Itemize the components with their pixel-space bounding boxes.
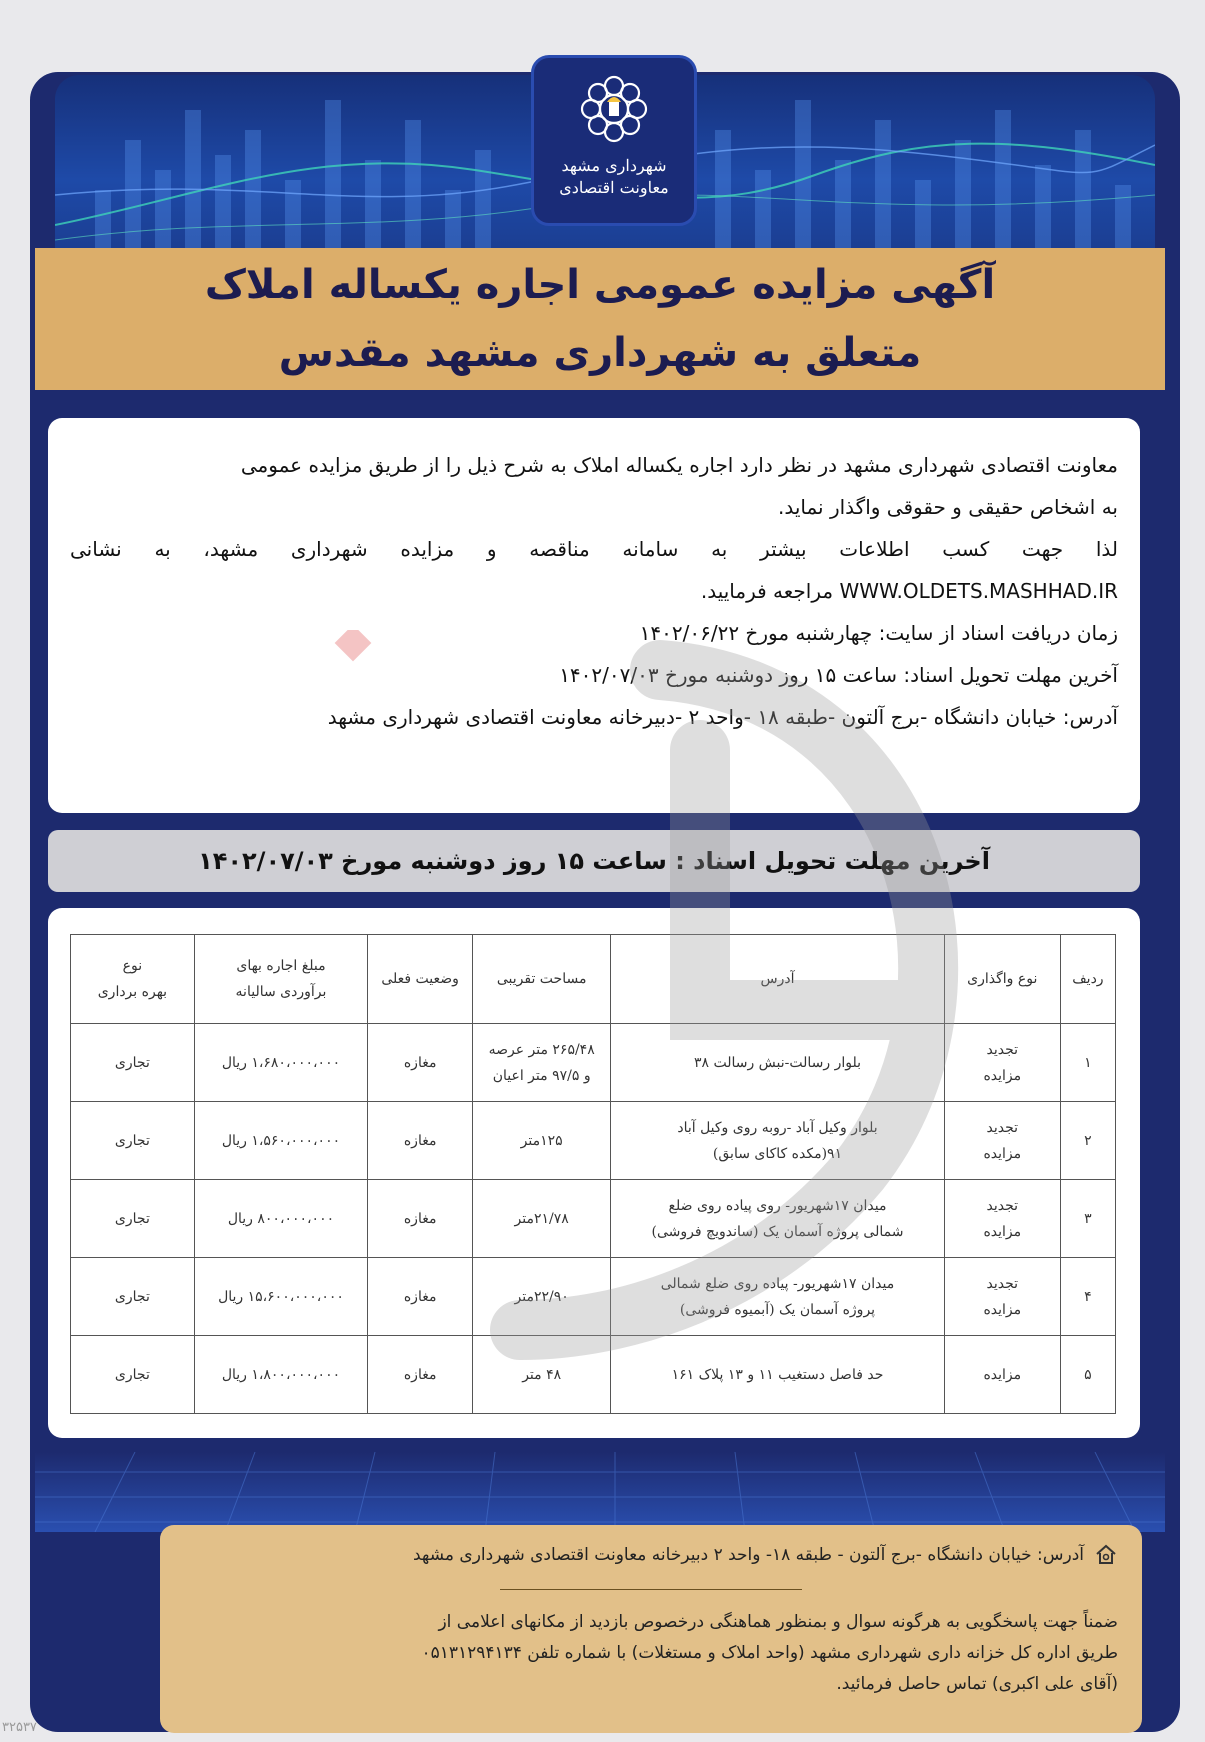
cell-area — [473, 1024, 611, 1102]
intro-deadline: آخرین مهلت تحویل اسناد: ساعت ۱۵ روز دوشنبه مورخ ۱۴۰۲/۰۷/۰۳ — [559, 663, 1118, 687]
cell-status: مغازه — [368, 1258, 473, 1336]
footer-address — [184, 1543, 1118, 1567]
cell-line: بلوار وکیل آباد -روبه روی وکیل آباد — [677, 1119, 878, 1136]
cell-line: پروژه آسمان یک (آبمیوه فروشی) — [679, 1301, 876, 1318]
cell-line: تجدید — [986, 1275, 1019, 1292]
title-line-1: آگهی مزایده عمومی اجاره یکساله املاک — [204, 262, 996, 308]
table-row — [71, 1102, 1116, 1180]
cell-line: مزایده — [983, 1067, 1022, 1084]
logo-caption-dept: معاونت اقتصادی — [559, 178, 669, 197]
header-row-number: ردیف — [1060, 935, 1115, 1024]
cell-area — [473, 1180, 611, 1258]
table-row — [71, 1180, 1116, 1258]
table-row — [71, 1258, 1116, 1336]
logo-caption-city: شهرداری مشهد — [561, 156, 667, 175]
header-transfer-type: نوع واگذاری — [944, 935, 1060, 1024]
header-price-line-2: برآوردی سالیانه — [235, 984, 327, 1000]
deadline-bar — [48, 830, 1140, 892]
table-row — [71, 1336, 1116, 1414]
cell-usage: تجاری — [71, 1024, 195, 1102]
footer-note-line-1: ضمناً جهت پاسخگویی به هرگونه سوال و بمنظور هماهنگی درخصوص بازدید از مکانهای اعلامی از — [438, 1612, 1118, 1632]
header-status: وضعیت فعلی — [368, 935, 473, 1024]
cell-line: ۲۱/۷۸متر — [514, 1210, 569, 1227]
title-line-2: متعلق به شهرداری مشهد مقدس — [278, 330, 922, 376]
intro-card — [48, 418, 1140, 813]
footer-card — [160, 1525, 1142, 1733]
header-price-line-1: مبلغ اجاره بهای — [236, 958, 326, 974]
cell-row-number: ۱ — [1060, 1024, 1115, 1102]
cell-line: ۹۱(مکده کاکای سابق) — [712, 1145, 843, 1162]
cell-address — [611, 1180, 945, 1258]
cell-line: ۲۶۵/۴۸ متر عرصه — [488, 1041, 595, 1058]
cell-address — [611, 1258, 945, 1336]
cell-line: ۲۲/۹۰متر — [514, 1288, 569, 1305]
header-area: مساحت تقریبی — [473, 935, 611, 1024]
footer-address-text: آدرس: خیابان دانشگاه -برج آلتون - طبقه ۱۸- واحد ۲ دبیرخانه معاونت اقتصادی شهرداری مشهد — [412, 1545, 1084, 1565]
cell-status: مغازه — [368, 1024, 473, 1102]
cell-price: ۱،۶۸۰،۰۰۰،۰۰۰ ریال — [194, 1024, 367, 1102]
cell-line: ۴۸ متر — [522, 1366, 562, 1383]
bottom-grid-pattern — [35, 1452, 1165, 1532]
home-icon — [1094, 1543, 1118, 1567]
table-row — [71, 1024, 1116, 1102]
cell-status: مغازه — [368, 1102, 473, 1180]
cell-address — [611, 1102, 945, 1180]
table-header-row — [71, 935, 1116, 1024]
intro-line-3: لذا جهت کسب اطلاعات بیشتر به سامانه مناقصه و مزایده شهرداری مشهد، به نشانی — [70, 537, 1118, 561]
cell-status: مغازه — [368, 1336, 473, 1414]
cell-row-number: ۲ — [1060, 1102, 1115, 1180]
footer-note — [184, 1607, 1118, 1700]
cell-address — [611, 1024, 945, 1102]
cell-line: تجدید — [986, 1119, 1019, 1136]
cell-status: مغازه — [368, 1180, 473, 1258]
cell-price: ۱۵،۶۰۰،۰۰۰،۰۰۰ ریال — [194, 1258, 367, 1336]
cell-line: مزایده — [983, 1145, 1022, 1162]
bottom-pattern — [35, 1452, 1165, 1532]
table-card — [48, 908, 1140, 1438]
cell-transfer-type — [944, 1180, 1060, 1258]
cell-line: میدان ۱۷شهریور- روی پیاده روی ضلع — [668, 1197, 887, 1214]
cell-row-number: ۴ — [1060, 1258, 1115, 1336]
cell-usage: تجاری — [71, 1336, 195, 1414]
deadline-text: آخرین مهلت تحویل اسناد : ساعت ۱۵ روز دوشنبه مورخ ۱۴۰۲/۰۷/۰۳ — [198, 847, 990, 875]
cell-transfer-type — [944, 1024, 1060, 1102]
footer-divider — [500, 1589, 802, 1590]
cell-line: بلوار رسالت-نبش رسالت ۳۸ — [693, 1054, 862, 1071]
logo-emblem-icon — [569, 64, 659, 154]
cell-row-number: ۳ — [1060, 1180, 1115, 1258]
cell-line: مزایده — [983, 1301, 1022, 1318]
title-band — [35, 248, 1165, 390]
cell-transfer-type — [944, 1258, 1060, 1336]
intro-text — [70, 446, 1118, 740]
cell-price: ۱،۵۶۰،۰۰۰،۰۰۰ ریال — [194, 1102, 367, 1180]
intro-website: WWW.OLDETS.MASHHAD.IR مراجعه فرمایید. — [700, 579, 1118, 603]
header-address: آدرس — [611, 935, 945, 1024]
header-usage — [71, 935, 195, 1024]
cell-line: تجدید — [986, 1197, 1019, 1214]
footer-note-line-3: (آقای علی اکبری) تماس حاصل فرمائید. — [836, 1674, 1118, 1694]
cell-transfer-type — [944, 1102, 1060, 1180]
cell-usage: تجاری — [71, 1102, 195, 1180]
header-usage-line-1: نوع — [122, 958, 143, 974]
cell-usage: تجاری — [71, 1180, 195, 1258]
footer-note-line-2: طریق اداره کل خزانه داری شهرداری مشهد (واحد املاک و مستغلات) با شماره تلفن ۰۵۱۳۱۲۹۴۱۳۴ — [421, 1643, 1118, 1663]
intro-doc-receipt-date: زمان دریافت اسناد از سایت: چهارشنبه مورخ ۱۴۰۲/۰۶/۲۲ — [639, 621, 1118, 645]
cell-line: شمالی پروژه آسمان یک (ساندویچ فروشی) — [651, 1223, 904, 1240]
intro-line-1: معاونت اقتصادی شهرداری مشهد در نظر دارد اجاره یکساله املاک به شرح ذیل را از طریق مزایده عمومی — [240, 453, 1118, 477]
ad-code: ۳۲۵۳۷ — [2, 1720, 37, 1735]
header-usage-line-2: بهره برداری — [97, 984, 168, 1000]
cell-line: حد فاصل دستغیب ۱۱ و ۱۳ پلاک ۱۶۱ — [671, 1366, 884, 1383]
cell-line: مزایده — [983, 1366, 1022, 1383]
cell-line: و ۹۷/۵ متر اعیان — [492, 1067, 591, 1084]
intro-line-2: به اشخاص حقیقی و حقوقی واگذار نماید. — [777, 495, 1118, 519]
cell-address — [611, 1336, 945, 1414]
municipality-logo — [531, 55, 697, 226]
cell-row-number: ۵ — [1060, 1336, 1115, 1414]
properties-table — [70, 934, 1116, 1414]
cell-area — [473, 1102, 611, 1180]
cell-price: ۸۰۰،۰۰۰،۰۰۰ ریال — [194, 1180, 367, 1258]
cell-line: تجدید — [986, 1041, 1019, 1058]
header-price — [194, 935, 367, 1024]
cell-area — [473, 1336, 611, 1414]
cell-area — [473, 1258, 611, 1336]
cell-price: ۱،۸۰۰،۰۰۰،۰۰۰ ریال — [194, 1336, 367, 1414]
cell-line: میدان ۱۷شهریور- پیاده روی ضلع شمالی — [660, 1275, 895, 1292]
cell-line: مزایده — [983, 1223, 1022, 1240]
cell-line: ۱۲۵متر — [520, 1132, 563, 1149]
cell-transfer-type — [944, 1336, 1060, 1414]
intro-address: آدرس: خیابان دانشگاه -برج آلتون -طبقه ۱۸ -واحد ۲ -دبیرخانه معاونت اقتصادی شهرداری مشهد — [327, 705, 1118, 729]
cell-usage: تجاری — [71, 1258, 195, 1336]
